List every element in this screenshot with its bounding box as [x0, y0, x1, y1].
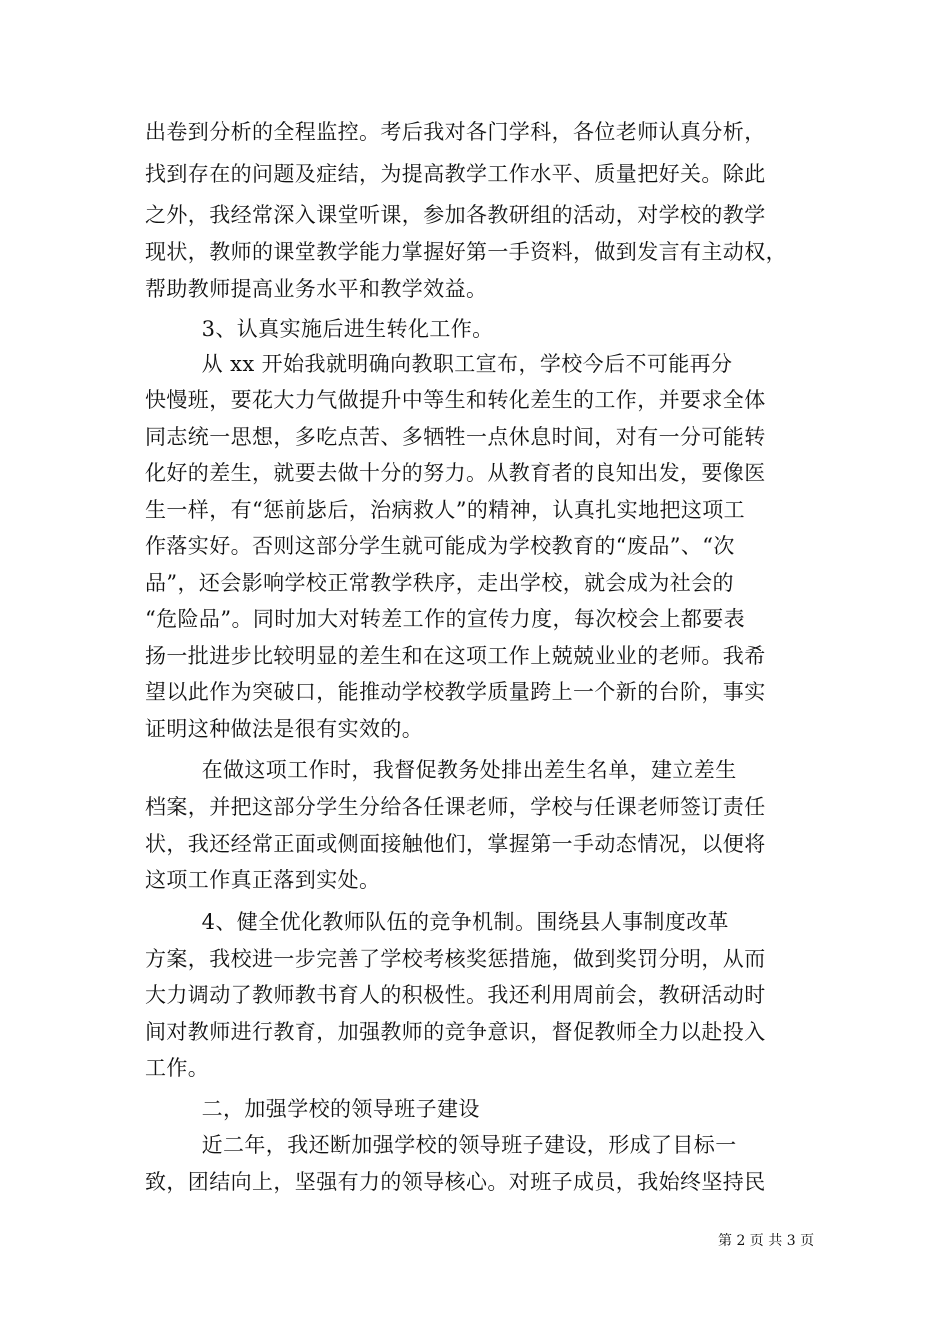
text-line: 品”，还会影响学校正常教学秩序，走出学校，就会成为社会的 [145, 571, 734, 595]
page-footer: 第 2 页 共 3 页 [718, 1233, 815, 1249]
text-line: 出卷到分析的全程监控。考后我对各门学科，各位老师认真分析， [145, 120, 766, 144]
text-line: 证明这种做法是很有实效的。 [145, 717, 424, 741]
text-line: 化好的差生，就要去做十分的努力。从教育者的良知出发，要像医 [145, 461, 766, 485]
text-line: 同志统一思想，多吃点苦、多牺牲一点休息时间，对有一分可能转 [145, 425, 766, 449]
text-line: 状，我还经常正面或侧面接触他们，掌握第一手动态情况，以便将 [145, 832, 766, 856]
text-line: 方案，我校进一步完善了学校考核奖惩措施，做到奖罚分明，从而 [145, 947, 766, 971]
text-line: 扬一批进步比较明显的差生和在这项工作上兢兢业业的老师。我希 [145, 644, 766, 668]
text-line: 在做这项工作时，我督促教务处排出差生名单，建立差生 [145, 758, 737, 782]
text-line: 作落实好。否则这部分学生就可能成为学校教育的“废品”、“次 [145, 534, 735, 558]
section-heading: 3、认真实施后进生转化工作。 [145, 317, 494, 341]
text-line: 快慢班，要花大力气做提升中等生和转化差生的工作，并要求全体 [145, 388, 766, 412]
text-line: 大力调动了教师教书育人的积极性。我还利用周前会，教研活动时 [145, 983, 766, 1007]
text-line: 从 xx 开始我就明确向教职工宣布，学校今后不可能再分 [145, 352, 733, 376]
text-line: 间对教师进行教育，加强教师的竞争意识，督促教师全力以赴投入 [145, 1020, 766, 1044]
text-line: 近二年，我还断加强学校的领导班子建设，形成了目标一 [145, 1133, 737, 1157]
text-line: 之外，我经常深入课堂听课，参加各教研组的活动，对学校的教学 [145, 203, 766, 227]
text-line: 生一样，有“惩前毖后，治病救人”的精神，认真扎实地把这项工 [145, 498, 746, 522]
section-heading: 二，加强学校的领导班子建设 [145, 1097, 480, 1121]
text-line: 现状，教师的课堂教学能力掌握好第一手资料，做到发言有主动权， [145, 240, 787, 264]
text-line: 致，团结向上，坚强有力的领导核心。对班子成员，我始终坚持民 [145, 1170, 766, 1194]
text-line: 档案，并把这部分学生分给各任课老师，学校与任课老师签订责任 [145, 795, 766, 819]
text-line: “危险品”。同时加大对转差工作的宣传力度，每次校会上都要表 [145, 607, 746, 631]
text-line: 找到存在的问题及症结，为提高教学工作水平、质量把好关。除此 [145, 162, 766, 186]
text-line: 帮助教师提高业务水平和教学效益。 [145, 277, 488, 301]
text-line: 这项工作真正落到实处。 [145, 868, 381, 892]
text-line: 望以此作为突破口，能推动学校教学质量跨上一个新的台阶，事实 [145, 680, 766, 704]
section-heading: 4、健全优化教师队伍的竞争机制。围绕县人事制度改革 [145, 910, 729, 934]
text-line: 工作。 [145, 1056, 210, 1080]
